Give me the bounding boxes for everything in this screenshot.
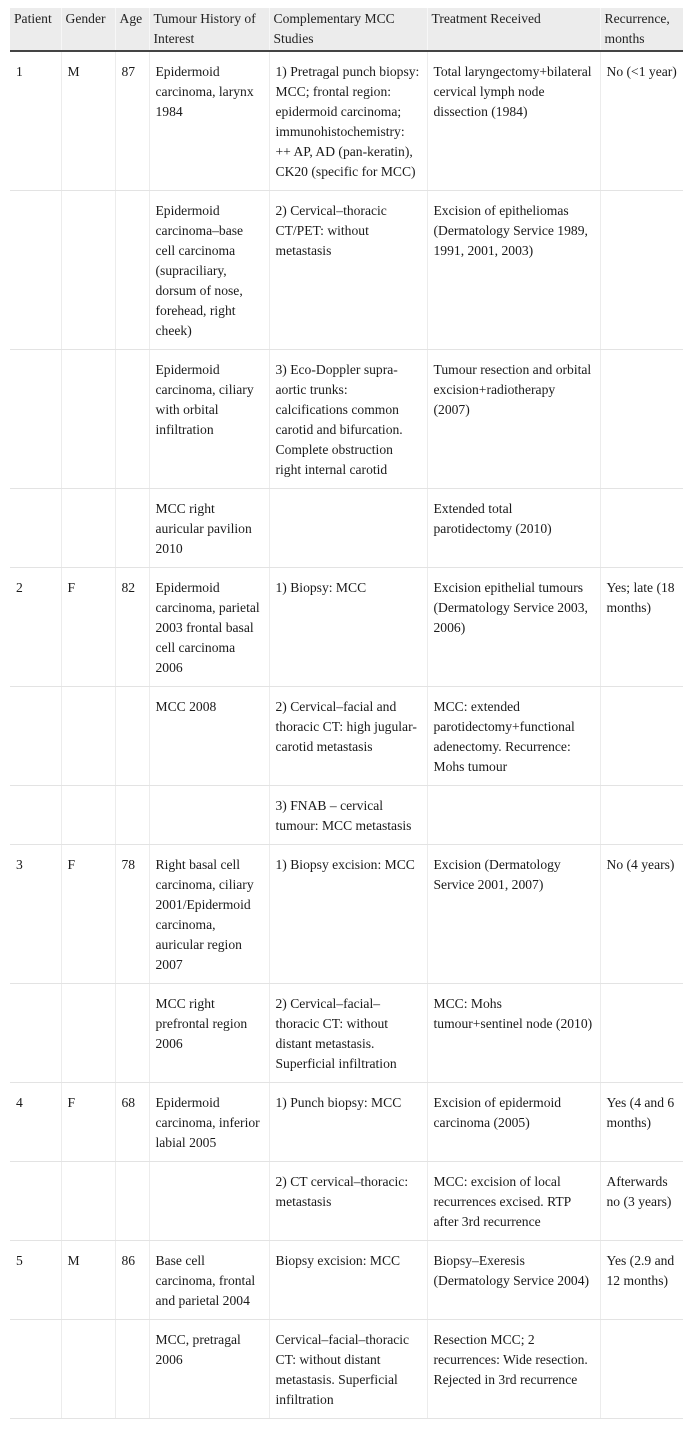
table-row <box>10 984 683 1083</box>
cell-studies <box>269 489 427 568</box>
cell-treatment: MCC: Mohs tumour+sentinel node (2010) <box>427 984 600 1083</box>
cell-gender <box>61 350 115 489</box>
cell-age <box>115 350 149 489</box>
cell-patient <box>10 687 61 786</box>
cell-patient <box>10 350 61 489</box>
cell-studies: 2) CT cervical–thoracic: metastasis <box>269 1162 427 1241</box>
table-container <box>10 8 683 1419</box>
cell-gender: F <box>61 845 115 984</box>
header-row <box>10 8 683 51</box>
cell-tumour-history: MCC right prefrontal region 2006 <box>149 984 269 1083</box>
cell-recurrence: No (<1 year) <box>600 51 683 191</box>
header-age: Age <box>115 8 149 51</box>
cell-tumour-history: Epidermoid carcinoma, ciliary with orbital infiltration <box>149 350 269 489</box>
table-row <box>10 350 683 489</box>
cell-tumour-history: Epidermoid carcinoma, inferior labial 2005 <box>149 1083 269 1162</box>
table-row <box>10 786 683 845</box>
cell-tumour-history: Epidermoid carcinoma, parietal 2003 frontal basal cell carcinoma 2006 <box>149 568 269 687</box>
cell-studies: Cervical–facial–thoracic CT: without distant metastasis. Superficial infiltration <box>269 1320 427 1419</box>
cell-treatment: Resection MCC; 2 recurrences: Wide resection. Rejected in 3rd recurrence <box>427 1320 600 1419</box>
cell-gender: F <box>61 568 115 687</box>
cell-recurrence: Afterwards no (3 years) <box>600 1162 683 1241</box>
cell-tumour-history: MCC right auricular pavilion 2010 <box>149 489 269 568</box>
cell-studies: 1) Biopsy: MCC <box>269 568 427 687</box>
cell-recurrence <box>600 350 683 489</box>
cell-recurrence: No (4 years) <box>600 845 683 984</box>
cell-tumour-history: MCC, pretragal 2006 <box>149 1320 269 1419</box>
cell-gender: F <box>61 1083 115 1162</box>
cell-patient <box>10 1320 61 1419</box>
cell-studies: 2) Cervical–facial and thoracic CT: high jugular-carotid metastasis <box>269 687 427 786</box>
cell-age: 82 <box>115 568 149 687</box>
table-row <box>10 191 683 350</box>
cell-patient <box>10 489 61 568</box>
table-row <box>10 1083 683 1162</box>
cell-age: 78 <box>115 845 149 984</box>
cell-age <box>115 489 149 568</box>
cell-gender <box>61 1320 115 1419</box>
cell-studies: 2) Cervical–facial–thoracic CT: without distant metastasis. Superficial infiltration <box>269 984 427 1083</box>
cell-tumour-history: Right basal cell carcinoma, ciliary 2001/Epidermoid carcinoma, auricular region 2007 <box>149 845 269 984</box>
cell-gender <box>61 687 115 786</box>
cell-age <box>115 786 149 845</box>
cell-treatment: MCC: extended parotidectomy+functional adenectomy. Recurrence: Mohs tumour <box>427 687 600 786</box>
cell-patient <box>10 984 61 1083</box>
cell-studies: 1) Pretragal punch biopsy: MCC; frontal region: epidermoid carcinoma; immunohistochemistry: ++ AP, AD (pan-keratin), CK20 (specific for MCC) <box>269 51 427 191</box>
cell-treatment: Extended total parotidectomy (2010) <box>427 489 600 568</box>
cell-age <box>115 1320 149 1419</box>
cell-tumour-history <box>149 1162 269 1241</box>
patient-table <box>10 8 683 1419</box>
cell-studies: 3) FNAB – cervical tumour: MCC metastasis <box>269 786 427 845</box>
cell-patient: 5 <box>10 1241 61 1320</box>
cell-gender: M <box>61 51 115 191</box>
cell-tumour-history: Epidermoid carcinoma–base cell carcinoma (supraciliary, dorsum of nose, forehead, right cheek) <box>149 191 269 350</box>
cell-patient: 4 <box>10 1083 61 1162</box>
cell-gender <box>61 191 115 350</box>
cell-recurrence <box>600 1320 683 1419</box>
header-patient: Patient <box>10 8 61 51</box>
cell-treatment: MCC: excision of local recurrences excised. RTP after 3rd recurrence <box>427 1162 600 1241</box>
cell-patient <box>10 1162 61 1241</box>
cell-treatment: Excision epithelial tumours (Dermatology Service 2003, 2006) <box>427 568 600 687</box>
cell-studies: 2) Cervical–thoracic CT/PET: without metastasis <box>269 191 427 350</box>
cell-treatment: Excision of epitheliomas (Dermatology Service 1989, 1991, 2001, 2003) <box>427 191 600 350</box>
table-row <box>10 1241 683 1320</box>
cell-tumour-history: MCC 2008 <box>149 687 269 786</box>
cell-patient: 2 <box>10 568 61 687</box>
cell-age <box>115 1162 149 1241</box>
cell-gender: M <box>61 1241 115 1320</box>
cell-recurrence: Yes; late (18 months) <box>600 568 683 687</box>
cell-age <box>115 984 149 1083</box>
header-gender: Gender <box>61 8 115 51</box>
cell-age <box>115 687 149 786</box>
header-complementary-studies: Complementary MCC Studies <box>269 8 427 51</box>
table-row <box>10 1320 683 1419</box>
cell-recurrence <box>600 984 683 1083</box>
cell-gender <box>61 984 115 1083</box>
cell-treatment: Excision of epidermoid carcinoma (2005) <box>427 1083 600 1162</box>
cell-recurrence <box>600 687 683 786</box>
table-row <box>10 568 683 687</box>
cell-recurrence <box>600 786 683 845</box>
cell-patient <box>10 191 61 350</box>
cell-treatment: Total laryngectomy+bilateral cervical lymph node dissection (1984) <box>427 51 600 191</box>
cell-studies: 1) Biopsy excision: MCC <box>269 845 427 984</box>
cell-tumour-history: Epidermoid carcinoma, larynx 1984 <box>149 51 269 191</box>
header-tumour-history: Tumour History of Interest <box>149 8 269 51</box>
cell-treatment <box>427 786 600 845</box>
cell-age: 86 <box>115 1241 149 1320</box>
cell-recurrence: Yes (2.9 and 12 months) <box>600 1241 683 1320</box>
cell-studies: 3) Eco-Doppler supra-aortic trunks: calcifications common carotid and bifurcation. Complete obstruction right internal carotid <box>269 350 427 489</box>
cell-patient: 1 <box>10 51 61 191</box>
cell-recurrence: Yes (4 and 6 months) <box>600 1083 683 1162</box>
header-recurrence: Recurrence, months <box>600 8 683 51</box>
cell-patient <box>10 786 61 845</box>
cell-recurrence <box>600 191 683 350</box>
header-treatment: Treatment Received <box>427 8 600 51</box>
cell-tumour-history <box>149 786 269 845</box>
cell-treatment: Biopsy–Exeresis (Dermatology Service 2004) <box>427 1241 600 1320</box>
cell-studies: 1) Punch biopsy: MCC <box>269 1083 427 1162</box>
cell-treatment: Excision (Dermatology Service 2001, 2007) <box>427 845 600 984</box>
cell-tumour-history: Base cell carcinoma, frontal and parietal 2004 <box>149 1241 269 1320</box>
table-row <box>10 687 683 786</box>
cell-treatment: Tumour resection and orbital excision+radiotherapy (2007) <box>427 350 600 489</box>
cell-recurrence <box>600 489 683 568</box>
table-row <box>10 845 683 984</box>
cell-studies: Biopsy excision: MCC <box>269 1241 427 1320</box>
table-row <box>10 51 683 191</box>
cell-age: 87 <box>115 51 149 191</box>
table-row <box>10 1162 683 1241</box>
cell-gender <box>61 1162 115 1241</box>
cell-gender <box>61 786 115 845</box>
cell-age <box>115 191 149 350</box>
table-row <box>10 489 683 568</box>
cell-age: 68 <box>115 1083 149 1162</box>
cell-gender <box>61 489 115 568</box>
cell-patient: 3 <box>10 845 61 984</box>
